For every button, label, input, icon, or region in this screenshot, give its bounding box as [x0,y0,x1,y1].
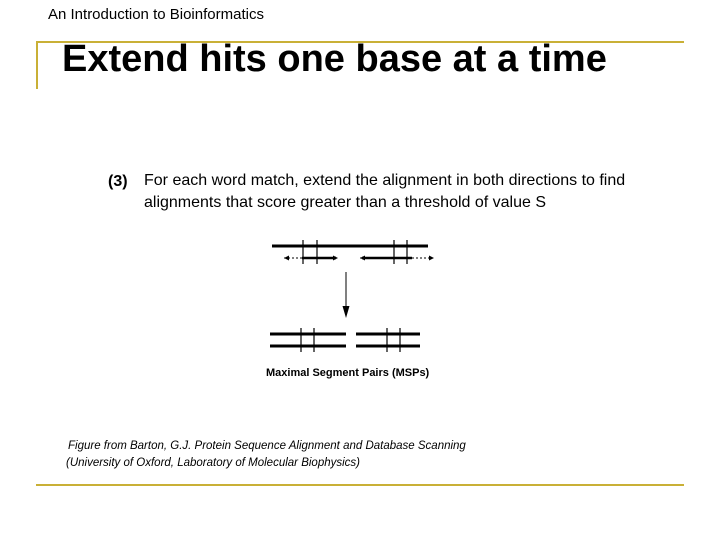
slide-title: Extend hits one base at a time [62,38,607,80]
arrowhead-left-1 [284,256,289,261]
bottom-rule [36,484,684,486]
figure-caption-line2: (University of Oxford, Laboratory of Molecular Biophysics) [66,457,360,469]
msp-label: Maximal Segment Pairs (MSPs) [266,367,430,379]
down-arrow [343,272,350,318]
figure-caption-line1: Figure from Barton, G.J. Protein Sequence Alignment and Database Scanning [68,440,466,452]
word-hit-diagram [272,240,434,264]
step-number: (3) [108,173,128,190]
step-text-line2: alignments that score greater than a threshold of value S [144,194,547,211]
arrowhead-left-2 [360,256,365,261]
step-text-line1: For each word match, extend the alignment in both directions to find [144,172,626,189]
arrowhead-right-1 [333,256,338,261]
arrowhead-right-2 [429,256,434,261]
presentation-header: An Introduction to Bioinformatics [48,6,264,23]
msp-diagram [270,328,420,352]
